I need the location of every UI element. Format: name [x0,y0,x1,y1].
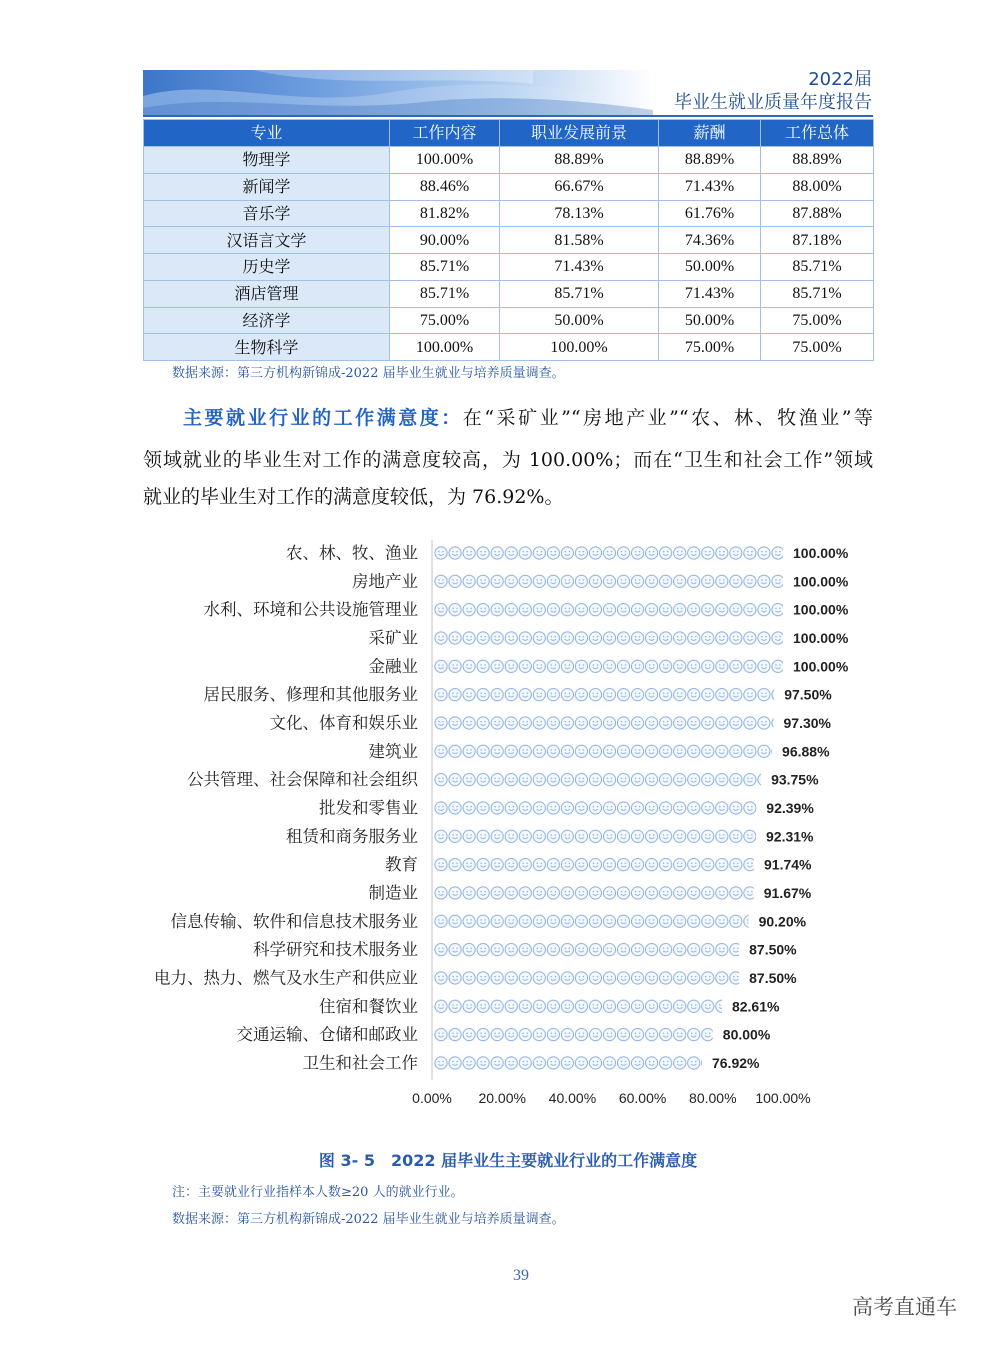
rate-cell: 85.71% [761,280,874,307]
category-label: 建筑业 [368,741,418,761]
satisfaction-bar-6 [434,687,774,703]
major-cell: 经济学 [144,307,390,334]
category-label: 农、林、牧、渔业 [286,543,418,563]
table-row [144,334,874,361]
table-row [144,200,874,227]
table-head [144,120,874,147]
rate-cell: 78.13% [500,200,659,227]
rate-cell: 88.89% [500,147,659,174]
value-label: 100.00% [793,629,849,646]
rate-cell: 85.71% [500,280,659,307]
satisfaction-bar-14 [434,913,749,929]
rate-cell: 50.00% [500,307,659,334]
rate-cell: 90.00% [390,227,500,254]
category-label: 交通运输、仓储和邮政业 [236,1025,418,1045]
major-cell: 汉语言文学 [144,227,390,254]
category-label: 采矿业 [368,628,418,648]
paragraph-lead: 主要就业行业的工作满意度： [183,407,463,429]
rate-cell: 71.43% [500,254,659,281]
table-row [144,280,874,307]
category-label: 水利、环境和公共设施管理业 [203,600,418,620]
rate-cell: 75.00% [390,307,500,334]
value-label: 93.75% [771,771,819,788]
major-cell: 新闻学 [144,173,390,200]
satisfaction-bar-1 [434,545,783,561]
major-cell: 音乐学 [144,200,390,227]
x-tick-label: 20.00% [478,1090,526,1106]
table-row [144,147,874,174]
rate-cell: 50.00% [659,307,761,334]
major-cell: 历史学 [144,254,390,281]
value-label: 82.61% [731,998,780,1015]
category-label: 公共管理、社会保障和社会组织 [187,770,418,790]
major-cell: 酒店管理 [144,280,390,307]
satisfaction-bar-5 [434,658,783,674]
satisfaction-bar-18 [434,1027,713,1043]
header-title: 毕业生就业质量年度报告 [674,92,872,113]
category-label: 批发和零售业 [319,798,418,818]
rate-cell: 71.43% [659,280,761,307]
table-header-cell: 工作总体 [761,120,874,147]
category-label: 金融业 [368,656,418,676]
category-label: 教育 [385,855,418,875]
satisfaction-bar-12 [434,857,754,873]
satisfaction-bar-11 [434,828,756,844]
figure-note: 注：主要就业行业指样本人数≥20 人的就业行业。 [172,1185,464,1200]
table-row [144,254,874,281]
rate-cell: 87.18% [761,227,874,254]
satisfaction-bar-10 [434,800,756,816]
value-label: 80.00% [722,1026,771,1043]
category-label: 制造业 [368,883,418,903]
figure-data-source: 数据来源：第三方机构新锦成-2022 届毕业生就业与培养质量调查。 [172,1212,565,1227]
x-tick-label: 0.00% [412,1090,452,1106]
category-label: 居民服务、修理和其他服务业 [203,685,418,705]
satisfaction-bar-15 [434,942,739,958]
major-cell: 物理学 [144,147,390,174]
table-row [144,227,874,254]
value-label: 87.50% [749,969,797,986]
header-year: 2022届 [808,69,872,90]
industry-satisfaction-chart [140,532,849,1117]
value-label: 92.39% [766,799,814,816]
rate-cell: 87.88% [761,200,874,227]
table-row [144,173,874,200]
category-label: 房地产业 [352,571,418,591]
satisfaction-by-major-table [143,119,874,361]
value-label: 100.00% [793,545,849,561]
rate-cell: 71.43% [659,173,761,200]
category-label: 电力、热力、燃气及水生产和供应业 [154,968,418,988]
value-label: 97.30% [783,714,832,731]
value-label: 91.67% [763,884,812,901]
header-rule [143,115,873,117]
x-tick-label: 80.00% [689,1090,737,1106]
paragraph-line-3: 就业的毕业生对工作的满意度较低，为 76.92%。 [143,486,564,508]
value-label: 97.50% [784,686,832,703]
table-row [144,307,874,334]
x-tick-label: 60.00% [618,1090,667,1106]
satisfaction-bar-3 [434,602,783,618]
rate-cell: 88.00% [761,173,874,200]
table-header-cell: 专业 [144,120,390,147]
rate-cell: 75.00% [659,334,761,361]
table-header-cell: 工作内容 [390,120,500,147]
paragraph-text: 在“采矿业”“房地产业”“农、林、牧渔业”等 [462,407,873,429]
rate-cell: 85.71% [390,254,500,281]
satisfaction-bar-2 [434,573,783,589]
value-label: 90.20% [758,913,807,930]
rate-cell: 85.71% [390,280,500,307]
value-label: 100.00% [793,573,849,590]
value-label: 96.88% [782,743,830,760]
value-label: 100.00% [793,601,849,618]
rate-cell: 88.89% [659,147,761,174]
rate-cell: 66.67% [500,173,659,200]
satisfaction-bar-4 [434,630,783,646]
category-label: 卫生和社会工作 [302,1053,418,1073]
paragraph-line-1 [183,404,873,432]
rate-cell: 75.00% [761,307,874,334]
paragraph-line-2: 领域就业的毕业生对工作的满意度较高，为 100.00%；而在“卫生和社会工作”领域 [143,449,873,471]
value-label: 87.50% [749,941,797,958]
rate-cell: 50.00% [659,254,761,281]
table-body [144,147,874,361]
satisfaction-bar-8 [434,743,772,759]
satisfaction-bar-17 [434,998,722,1014]
rate-cell: 100.00% [390,147,500,174]
category-label: 文化、体育和娱乐业 [269,713,418,733]
x-tick-label: 100.00% [755,1090,811,1106]
satisfaction-bar-13 [434,885,754,901]
category-label: 住宿和餐饮业 [319,996,418,1016]
rate-cell: 81.58% [500,227,659,254]
value-label: 100.00% [793,658,849,675]
category-label: 科学研究和技术服务业 [253,940,418,960]
rate-cell: 88.46% [390,173,500,200]
rate-cell: 85.71% [761,254,874,281]
value-label: 91.74% [764,856,812,873]
satisfaction-bar-19 [434,1055,702,1071]
x-tick-label: 40.00% [548,1090,597,1106]
satisfaction-bar-9 [434,772,761,788]
table-data-source: 数据来源：第三方机构新锦成-2022 届毕业生就业与培养质量调查。 [172,366,565,381]
category-label: 信息传输、软件和信息技术服务业 [170,911,418,931]
rate-cell: 81.82% [390,200,500,227]
rate-cell: 88.89% [761,147,874,174]
category-label: 租赁和商务服务业 [286,826,418,846]
page-number: 39 [513,1267,529,1284]
watermark: 高考直通车 [852,1295,957,1319]
value-label: 92.31% [766,828,814,845]
table-header-cell: 薪酬 [659,120,761,147]
rate-cell: 100.00% [500,334,659,361]
value-label: 76.92% [711,1054,760,1071]
major-cell: 生物科学 [144,334,390,361]
table-header-row [144,120,874,147]
figure-caption: 图 3- 5 2022 届毕业生主要就业行业的工作满意度 [318,1151,698,1170]
rate-cell: 61.76% [659,200,761,227]
rate-cell: 75.00% [761,334,874,361]
satisfaction-bar-7 [434,715,774,731]
satisfaction-bar-16 [434,970,739,986]
header-banner-graphic [143,70,653,116]
rate-cell: 74.36% [659,227,761,254]
rate-cell: 100.00% [390,334,500,361]
table-header-cell: 职业发展前景 [500,120,659,147]
